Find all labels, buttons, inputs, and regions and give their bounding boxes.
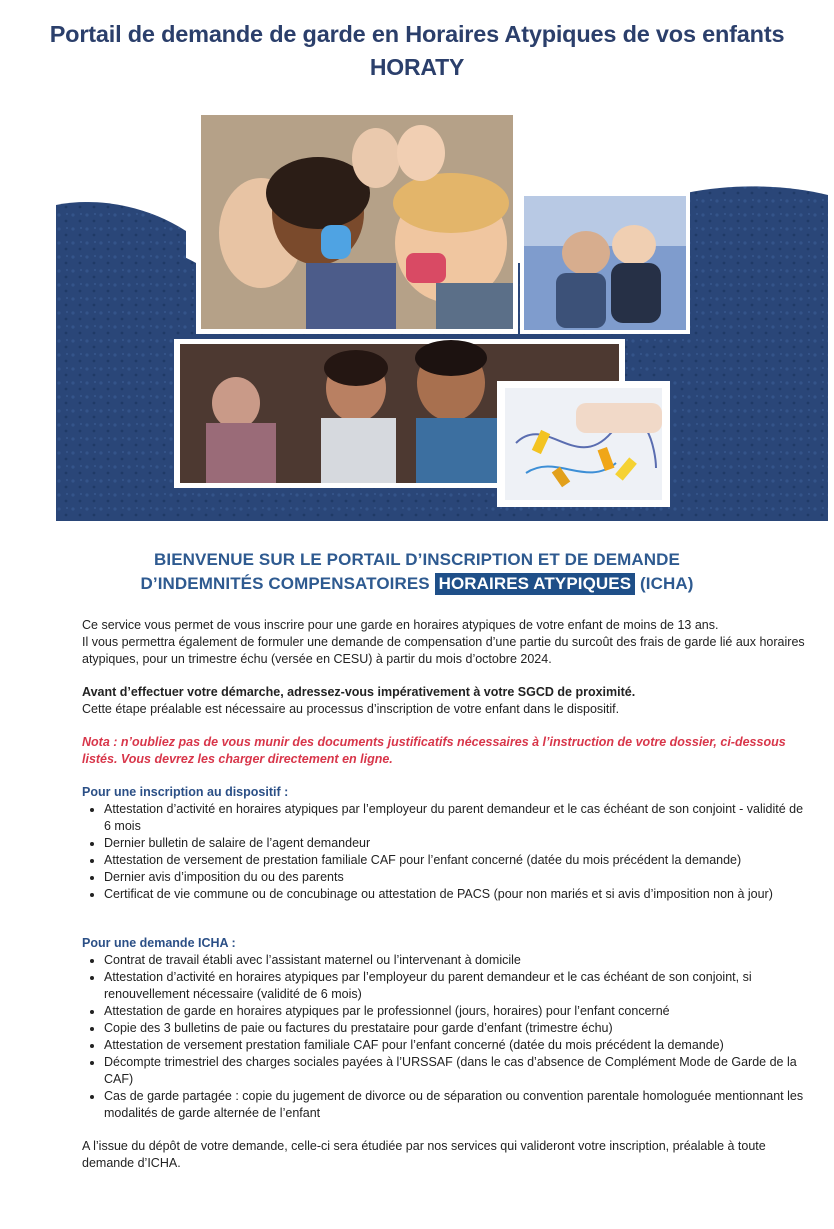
list-item: • Attestation de versement de prestation familiale CAF pour l’enfant concerné (datée du mois précédent la demande) bbox=[104, 852, 812, 869]
children-party-photo bbox=[196, 113, 518, 334]
icha-title: Pour une demande ICHA : bbox=[82, 936, 236, 950]
child-drawing-photo bbox=[497, 381, 670, 507]
list-item: • Copie des 3 bulletins de paie ou factures du prestataire pour garde d’enfant (trimestre échu) bbox=[104, 1020, 812, 1037]
welcome-line-1: BIENVENUE SUR LE PORTAIL D’INSCRIPTION ET DE DEMANDE bbox=[154, 550, 680, 569]
list-item: • Attestation d’activité en horaires atypiques par l’employeur du parent demandeur et le cas échéant de son conjoint - validité de 6 mois bbox=[104, 801, 812, 835]
hero-collage bbox=[56, 113, 828, 521]
welcome-heading bbox=[0, 548, 834, 596]
inscription-list bbox=[82, 801, 812, 903]
intro-line-1: Ce service vous permet de vous inscrire pour une garde en horaires atypiques de votre enfant de moins de 13 ans. bbox=[82, 618, 719, 632]
list-item: • Attestation de versement prestation familiale CAF pour l’enfant concerné (datée du mois précédent la demande) bbox=[104, 1037, 812, 1054]
list-item: • Dernier bulletin de salaire de l’agent demandeur bbox=[104, 835, 812, 852]
welcome-line-2-pre: D’INDEMNITÉS COMPENSATOIRES bbox=[140, 574, 430, 593]
welcome-highlight: HORAIRES ATYPIQUES bbox=[435, 573, 636, 595]
intro-step-note: Cette étape préalable est nécessaire au processus d’inscription de votre enfant dans le dispositif. bbox=[82, 702, 620, 716]
list-item: • Attestation de garde en horaires atypiques par le professionnel (jours, horaires) pour l’enfant concerné bbox=[104, 1003, 812, 1020]
nota-text: Nota : n’oubliez pas de vous munir des documents justificatifs nécessaires à l’instruction de votre dossier, ci-dessous listés. Vous devrez les charger directement en ligne. bbox=[82, 735, 786, 766]
title-line-1: Portail de demande de garde en Horaires Atypiques de vos enfants bbox=[49, 21, 785, 47]
welcome-line-2-post: (ICHA) bbox=[640, 574, 694, 593]
intro-line-2: Il vous permettra également de formuler une demande de compensation d’une partie du surcoût des frais de garde lié aux horaires atypiques, pour un trimestre échu (versée en CESU) à partir du mois d’octobre 2024. bbox=[82, 635, 805, 666]
inscription-title: Pour une inscription au dispositif : bbox=[82, 785, 289, 799]
list-item: • Dernier avis d’imposition du ou des parents bbox=[104, 869, 812, 886]
intro-warning: Avant d’effectuer votre démarche, adressez-vous impérativement à votre SGCD de proximité. bbox=[82, 685, 636, 699]
title-line-2: HORATY bbox=[369, 54, 465, 80]
list-item: • Contrat de travail établi avec l’assistant maternel ou l’intervenant à domicile bbox=[104, 952, 812, 969]
sleeping-children-photo bbox=[520, 192, 690, 334]
list-item: • Décompte trimestriel des charges sociales payées à l’URSSAF (dans le cas d’absence de Complément Mode de Garde de la CAF) bbox=[104, 1054, 812, 1088]
page-title bbox=[0, 18, 834, 84]
welcome-line-2 bbox=[0, 572, 834, 596]
list-item: • Certificat de vie commune ou de concubinage ou attestation de PACS (pour non mariés et si avis d’imposition non à jour) bbox=[104, 886, 812, 903]
list-item: • Cas de garde partagée : copie du jugement de divorce ou de séparation ou convention parentale homologuée mentionnant les modalités de garde alternée de l’enfant bbox=[104, 1088, 812, 1122]
list-item: • Attestation d’activité en horaires atypiques par l’employeur du parent demandeur et le cas échéant de son conjoint, si renouvellement nécessaire (validité de 6 mois) bbox=[104, 969, 812, 1003]
main-content bbox=[82, 617, 812, 1172]
icha-list bbox=[82, 952, 812, 1122]
footer-note: A l’issue du dépôt de votre demande, celle-ci sera étudiée par nos services qui valideront votre inscription, préalable à toute demande d’ICHA. bbox=[82, 1139, 766, 1170]
